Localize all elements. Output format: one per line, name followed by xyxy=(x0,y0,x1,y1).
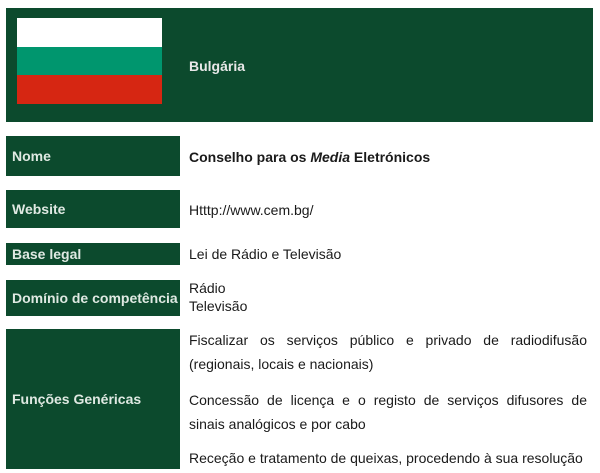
funcao-item-2: Concessão de licença e o registo de serviços difusores de sinais analógicos e por cabo xyxy=(189,392,587,432)
dominio-value-2: Televisão xyxy=(189,298,248,314)
funcoes-label xyxy=(6,329,180,469)
website-label-text: Website xyxy=(12,201,66,217)
bulgaria-flag-icon xyxy=(17,18,162,104)
base-legal-label xyxy=(6,243,180,265)
nome-label-text: Nome xyxy=(12,148,51,164)
funcoes-label-text: Funções Genéricas xyxy=(12,391,142,407)
flag-stripe-red xyxy=(17,75,162,104)
dominio-value-1: Rádio xyxy=(189,280,226,296)
funcao-item-1: Fiscalizar os serviços público e privado de radiodifusão (regionais, locais e nacionais) xyxy=(189,332,587,372)
funcao-item-3: Receção e tratamento de queixas, procedendo à sua resolução xyxy=(189,450,583,466)
country-name: Bulgária xyxy=(189,58,246,74)
dominio-label xyxy=(6,280,180,316)
website-label xyxy=(6,190,180,228)
nome-value-post: Eletrónicos xyxy=(350,149,431,165)
website-value: Htttp://www.cem.bg/ xyxy=(189,202,314,218)
flag-stripe-white xyxy=(17,18,162,47)
nome-value-em: Media xyxy=(310,149,351,165)
nome-value xyxy=(189,148,430,166)
nome-label xyxy=(6,136,180,176)
flag-stripe-green xyxy=(17,47,162,76)
base-legal-value: Lei de Rádio e Televisão xyxy=(189,246,342,262)
country-header xyxy=(6,8,593,122)
base-legal-label-text: Base legal xyxy=(12,246,82,262)
nome-value-pre: Conselho para os xyxy=(189,149,311,165)
dominio-label-text: Domínio de competência xyxy=(12,290,178,306)
